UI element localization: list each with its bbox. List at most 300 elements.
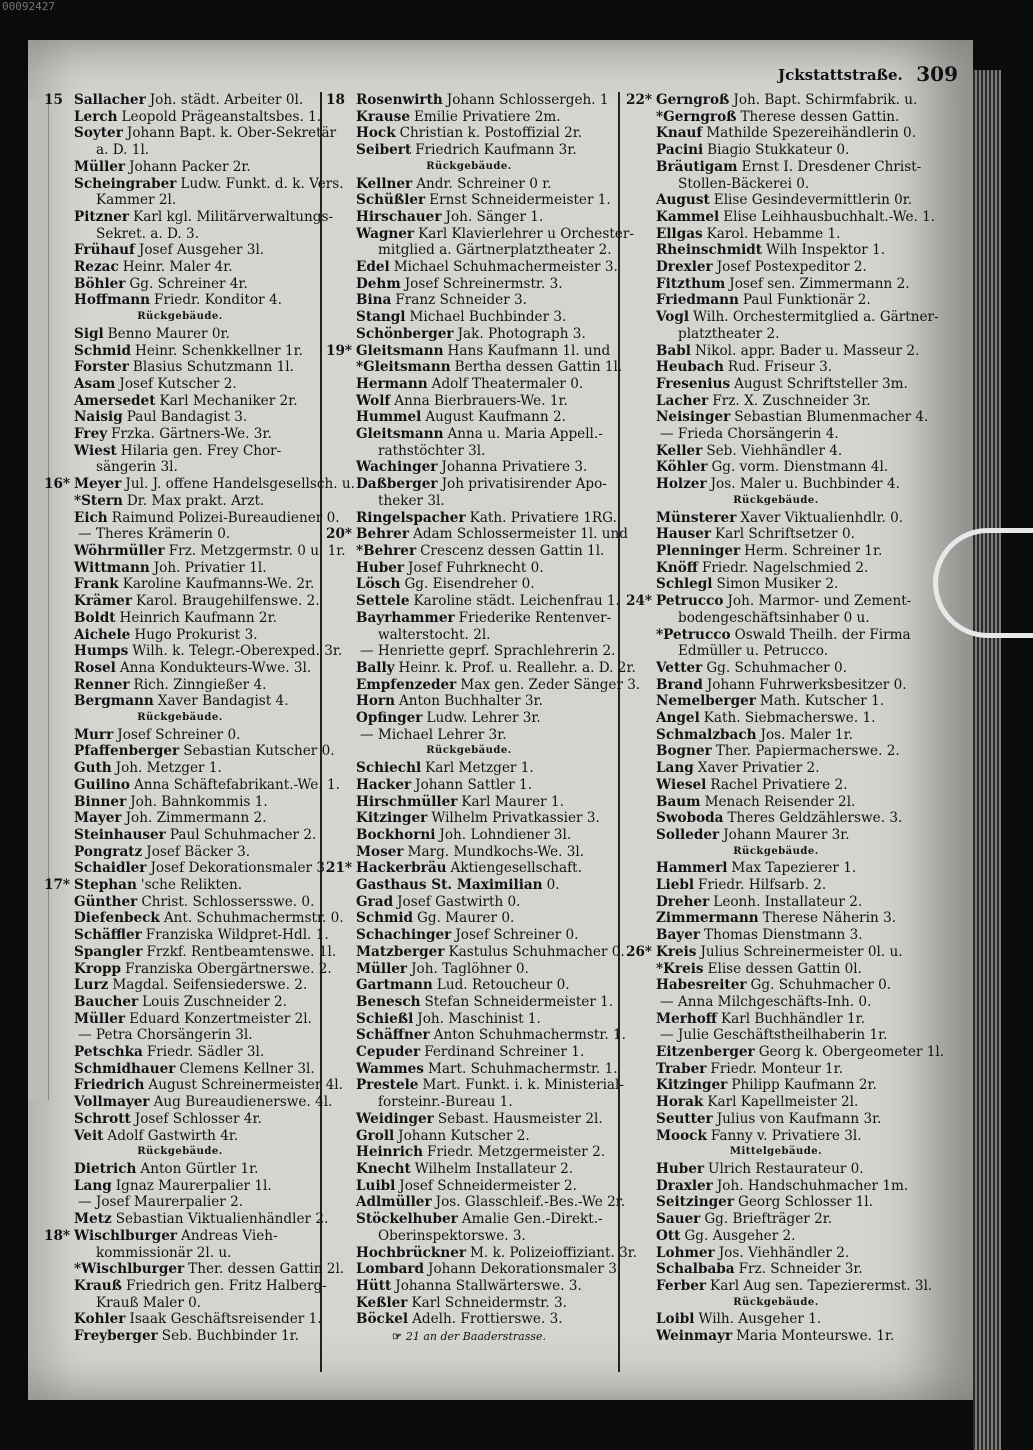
resident-name: Gleitsmann [356, 426, 444, 443]
house-number [326, 794, 356, 811]
resident-details: Rachel Privatiere 2. [710, 776, 848, 793]
house-number [326, 510, 356, 527]
resident-name: Dehm [356, 275, 401, 292]
resident-details: Frz. Schneider 3r. [738, 1261, 863, 1278]
directory-entry [44, 1011, 316, 1028]
house-number: 21* [326, 860, 353, 877]
house-number [626, 443, 656, 460]
resident-details: Johanna Stallwärterswe. 3. [395, 1277, 582, 1294]
resident-details: Xaver Viktualienhdlr. 0. [740, 509, 904, 526]
directory-entry [626, 727, 926, 744]
resident-name: Merhoff [656, 1010, 717, 1027]
directory-entry [44, 493, 316, 510]
resident-details: Hilaria gen. Frey Chor- [120, 442, 282, 459]
resident-name: Amersedet [74, 392, 156, 409]
column-divider [618, 92, 620, 1372]
house-number [44, 727, 74, 744]
house-number [326, 660, 356, 677]
house-number [326, 1178, 356, 1195]
directory-entry [44, 776, 340, 794]
resident-details: Karl Kapellmeister 2l. [707, 1094, 859, 1111]
resident-name: Boldt [74, 609, 116, 626]
house-number [326, 877, 356, 894]
house-number [326, 576, 356, 593]
directory-entry [44, 175, 344, 193]
house-number [44, 1261, 74, 1278]
house-number [326, 677, 356, 694]
house-number [626, 1278, 656, 1295]
house-number [44, 209, 74, 226]
resident-name: Müller [74, 158, 126, 175]
resident-name: Baucher [74, 993, 139, 1010]
column-divider [320, 92, 322, 1372]
house-number [626, 409, 656, 426]
resident-name: Swoboda [656, 810, 724, 827]
resident-name: Hackerbräu [356, 860, 447, 877]
directory-entry [326, 1011, 612, 1028]
resident-details: Wilh. Ausgeher 1. [698, 1311, 822, 1328]
house-number [44, 794, 74, 811]
resident-name: Friedmann [656, 292, 739, 309]
directory-entry [326, 676, 641, 694]
resident-details: Simon Musiker 2. [716, 576, 839, 593]
resident-details: Anna Schäftefabrikant.-We. 1. [133, 776, 340, 793]
resident-details: Gg. Maurer 0. [417, 910, 515, 927]
resident-details: Joh. Zimmermann 2. [125, 810, 267, 827]
directory-entry [44, 877, 316, 894]
resident-name: Lang [656, 760, 694, 777]
resident-name: Lösch [356, 576, 401, 593]
resident-name: Ellgas [656, 225, 703, 242]
resident-name: Frank [74, 576, 119, 593]
directory-entry [326, 693, 612, 710]
directory-entry [44, 827, 316, 844]
directory-entry [326, 943, 625, 961]
resident-details: Anton Gürtler 1r. [140, 1161, 259, 1177]
entry-continuation: theker 3l. [378, 492, 445, 509]
resident-details: Elise dessen Gattin 0l. [707, 960, 862, 977]
house-number [326, 927, 356, 944]
directory-entry [326, 810, 612, 827]
resident-name: Binner [74, 793, 127, 810]
directory-entry [626, 977, 926, 994]
resident-details: Jos. Glasschleif.-Bes.-We 2r. [435, 1194, 626, 1211]
house-number [326, 409, 356, 426]
resident-name: Empfenzeder [356, 676, 457, 693]
resident-name: Schaidler [74, 860, 147, 877]
house-number [326, 109, 356, 126]
directory-entry [44, 743, 335, 760]
resident-details: Karl Schneidermstr. 3. [411, 1294, 567, 1311]
resident-details: Joh. Bapt. Schirmfabrik. u. [733, 92, 918, 108]
resident-name: Böckel [356, 1311, 409, 1328]
resident-name: Settele [356, 593, 410, 610]
resident-details: Eduard Konzertmeister 2l. [129, 1010, 312, 1027]
resident-details: Bertha dessen Gattin 1l. [454, 359, 623, 376]
resident-details: Joh privatisirender Apo- [441, 476, 607, 493]
resident-details: Dr. Max prakt. Arzt. [126, 492, 265, 509]
house-number [626, 877, 656, 894]
resident-details: Ludw. Funkt. d. k. Vers. [180, 175, 344, 192]
directory-entry [44, 443, 316, 460]
resident-name: Lerch [74, 108, 118, 125]
directory-entry [326, 1244, 638, 1262]
house-number [626, 276, 656, 293]
directory-entry [44, 1111, 316, 1128]
resident-details: Joh. städt. Arbeiter 0l. [149, 92, 304, 108]
house-number [44, 276, 74, 293]
house-number [626, 1211, 656, 1228]
resident-details: Josef Gastwirth 0. [397, 893, 521, 910]
entry-continuation: Krauß Maler 0. [96, 1294, 202, 1311]
resident-details: Benno Maurer 0r. [107, 325, 230, 342]
directory-entry [626, 543, 926, 560]
resident-details: Christ. Schlossersswe. 0. [141, 893, 315, 910]
directory-entry [44, 1311, 322, 1328]
directory-entry [326, 827, 612, 844]
resident-name: Rosenwirth [356, 92, 443, 108]
directory-entry [626, 259, 926, 276]
house-number [44, 409, 74, 426]
resident-details: Karl kgl. Militärverwaltungs- [133, 208, 334, 225]
resident-name: Mayer [74, 810, 122, 827]
directory-entry [44, 393, 316, 410]
house-number [626, 142, 656, 159]
directory-entry [326, 109, 612, 126]
resident-details: Ludw. Lehrer 3r. [426, 710, 541, 727]
resident-details: Johann Packer 2r. [129, 158, 251, 175]
resident-details: — Frieda Chorsängerin 4. [660, 426, 839, 443]
resident-details: Karol. Hebamme 1. [706, 225, 841, 242]
resident-name: Kreis [656, 943, 697, 960]
directory-entry [44, 576, 316, 593]
house-number [44, 1194, 74, 1211]
house-number [326, 393, 356, 410]
resident-details: Josef Fuhrknecht 0. [408, 559, 544, 576]
resident-details: Ther. dessen Gattin 2l. [188, 1261, 345, 1278]
resident-details: Karl Metzger 1. [425, 760, 534, 777]
house-number [326, 1278, 356, 1295]
resident-details: Gg. Schuhmacher 0. [750, 977, 892, 994]
resident-details: Wilh Inspektor 1. [766, 242, 886, 259]
house-number [44, 1328, 74, 1345]
house-number [326, 142, 356, 159]
resident-name: Grad [356, 893, 394, 910]
resident-details: Heinr. k. Prof. u. Reallehr. a. D. 2r. [398, 659, 636, 676]
directory-entry [626, 994, 926, 1011]
house-number [626, 576, 656, 593]
resident-name: Adlmüller [356, 1194, 432, 1211]
directory-entry [626, 242, 926, 259]
resident-name: *Kreis [656, 960, 704, 977]
house-number [44, 343, 74, 360]
house-number [626, 660, 656, 677]
resident-name: Schießl [356, 1010, 414, 1027]
house-number [44, 560, 74, 577]
resident-details: Sebastian Blumenmacher 4. [734, 409, 929, 426]
resident-details: Joh. Marmor- und Zement- [727, 593, 912, 610]
house-number [626, 1094, 656, 1111]
directory-entry [326, 376, 612, 393]
directory-entry [626, 1311, 926, 1328]
resident-name: Brand [656, 676, 703, 693]
directory-entry [626, 1128, 926, 1145]
directory-entry [326, 393, 612, 410]
house-number [44, 1128, 74, 1145]
resident-name: Drexler [656, 259, 713, 276]
house-number [626, 309, 656, 326]
house-number [626, 259, 656, 276]
house-number [626, 1027, 656, 1044]
directory-entry [626, 192, 926, 209]
running-title: Jckstattstraße. [778, 66, 903, 84]
resident-details: Joh. Maschinist 1. [417, 1010, 541, 1027]
house-number [326, 610, 356, 627]
house-number [44, 860, 74, 877]
resident-details: — Henriette geprf. Sprachlehrerin 2. [360, 643, 616, 660]
directory-entry [626, 894, 926, 911]
resident-details: Frzkf. Rentbeamtenswe. 1l. [146, 943, 337, 960]
directory-entry [44, 476, 355, 493]
directory-entry [44, 643, 343, 660]
resident-name: Naisig [74, 409, 123, 426]
resident-details: Heinrich Kaufmann 2r. [119, 609, 277, 626]
resident-name: Dreher [656, 893, 710, 910]
resident-details: Therese dessen Gattin. [740, 108, 900, 125]
directory-entry [326, 1194, 626, 1211]
resident-details: Frz. Metzgermstr. 0 u. 1r. [168, 542, 346, 559]
house-number [626, 977, 656, 994]
resident-name: Keller [656, 442, 703, 459]
house-number [44, 810, 74, 827]
house-number [626, 359, 656, 376]
resident-name: Gerngroß [656, 92, 730, 108]
directory-entry [326, 760, 612, 777]
entry-continuation: rathstöchter 3l. [378, 442, 486, 459]
house-number [626, 1111, 656, 1128]
directory-entry [326, 961, 612, 978]
directory-column-3 [626, 92, 945, 1345]
house-number [326, 476, 356, 493]
entry-continuation: mitglied a. Gärtnerplatztheater 2. [378, 242, 612, 259]
house-number [44, 1044, 74, 1061]
directory-entry [626, 526, 926, 543]
resident-name: Heubach [656, 359, 724, 376]
resident-details: Sebast. Hausmeister 2l. [437, 1110, 603, 1127]
house-number [626, 459, 656, 476]
resident-name: Lohmer [656, 1244, 715, 1261]
resident-details: Georg k. Obergeometer 1l. [758, 1044, 945, 1061]
resident-details: Oswald Theilh. der Firma [734, 626, 911, 643]
resident-name: Pfaffenberger [74, 743, 180, 760]
resident-name: Seibert [356, 142, 412, 159]
resident-details: Ant. Schuhmachermstr. 0. [163, 910, 344, 927]
directory-entry [626, 1245, 926, 1262]
house-number [44, 426, 74, 443]
resident-name: Hoffmann [74, 292, 151, 309]
resident-details: Math. Kutscher 1. [759, 693, 885, 710]
building-section-heading: Rückgebäude. [733, 845, 819, 857]
resident-details: Josef Postexpeditor 2. [716, 259, 867, 276]
directory-entry [326, 276, 612, 293]
house-number: 15 [44, 92, 63, 108]
resident-name: Knauf [656, 125, 703, 142]
resident-details: Isaak Geschäftsreisender 1. [129, 1311, 322, 1328]
directory-entry [326, 543, 612, 560]
resident-name: Dietrich [74, 1161, 137, 1177]
house-number [626, 526, 656, 543]
house-number [44, 610, 74, 627]
resident-details: Jul. J. offene Handelsgesellsch. u. [125, 476, 355, 493]
entry-continuation: Stollen-Bäckerei 0. [678, 175, 810, 192]
resident-name: Kammel [656, 208, 720, 225]
directory-entry [326, 927, 612, 944]
resident-details: 'sche Relikten. [140, 877, 243, 894]
house-number [626, 1261, 656, 1278]
house-number [626, 777, 656, 794]
resident-details: Philipp Kaufmann 2r. [731, 1077, 877, 1094]
house-number: 16* [44, 476, 71, 493]
house-number [326, 944, 356, 961]
directory-entry [326, 860, 612, 877]
resident-name: Groll [356, 1127, 395, 1144]
resident-details: Amalie Gen.-Direkt.- [461, 1211, 603, 1228]
directory-entry [326, 476, 612, 493]
resident-name: Solleder [656, 826, 720, 843]
resident-details: Wilhelm Installateur 2. [414, 1161, 574, 1177]
house-number [44, 944, 74, 961]
resident-details: Theres Geldzählerswe. 3. [727, 810, 903, 827]
directory-entry [626, 208, 936, 226]
resident-details: Karl Mechaniker 2r. [159, 392, 298, 409]
house-number [326, 894, 356, 911]
resident-details: August Schreinermeister 4l. [148, 1077, 343, 1094]
resident-name: Spangler [74, 943, 143, 960]
resident-details: Lud. Retoucheur 0. [436, 977, 570, 994]
resident-details: Biagio Stukkateur 0. [707, 142, 850, 159]
house-number [44, 510, 74, 527]
directory-entry [44, 1061, 316, 1078]
directory-entry [326, 977, 612, 994]
house-number [326, 810, 356, 827]
directory-entry [44, 1128, 316, 1145]
directory-entry [626, 359, 926, 376]
directory-entry [626, 944, 926, 961]
house-number [44, 1077, 74, 1094]
directory-entry [326, 142, 612, 159]
resident-name: Eitzenberger [656, 1044, 755, 1061]
directory-entry [626, 693, 926, 710]
directory-entry [44, 977, 316, 994]
directory-entry [326, 710, 612, 727]
resident-details: Fanny v. Privatiere 3l. [710, 1127, 862, 1144]
house-number [44, 1211, 74, 1228]
resident-details: Heinr. Schenkkellner 1r. [135, 342, 303, 359]
house-number [626, 1077, 656, 1094]
directory-entry [44, 359, 316, 376]
resident-details: Ernst Schneidermeister 1. [429, 192, 611, 209]
resident-details: Seb. Viehhändler 4. [706, 442, 843, 459]
resident-name: Pongratz [74, 843, 143, 860]
house-number [626, 677, 656, 694]
house-number: 22* [626, 92, 653, 108]
directory-entry [44, 1228, 316, 1245]
directory-entry [326, 1311, 612, 1328]
house-number [626, 1061, 656, 1078]
directory-entry [44, 994, 316, 1011]
resident-name: Horn [356, 693, 395, 710]
directory-entry [326, 910, 612, 927]
resident-details: Gg. Briefträger 2r. [704, 1211, 833, 1228]
resident-details: Joh. Metzger 1. [115, 760, 222, 777]
resident-name: Hermann [356, 375, 428, 392]
directory-entry [44, 844, 316, 861]
directory-entry [44, 542, 346, 560]
resident-details: Emilie Privatiere 2m. [413, 108, 561, 125]
pointing-hand-icon: ☞ [391, 1330, 402, 1344]
resident-details: Adam Schlossermeister 1l. und [413, 526, 628, 543]
directory-entry [626, 743, 926, 760]
resident-name: August [656, 192, 710, 209]
resident-details: Paul Funktionär 2. [742, 292, 871, 309]
house-number [44, 743, 74, 760]
directory-entry [326, 409, 612, 426]
house-number [44, 292, 74, 309]
resident-name: Rosel [74, 659, 116, 676]
house-number [44, 1178, 74, 1195]
resident-name: Rheinschmidt [656, 242, 763, 259]
directory-entry [44, 1027, 316, 1044]
directory-entry [44, 760, 316, 777]
resident-name: Kitzinger [656, 1077, 728, 1094]
house-number: 24* [626, 593, 653, 610]
house-number [326, 693, 356, 710]
house-number [626, 894, 656, 911]
resident-name: Schrott [74, 1110, 131, 1127]
house-number [626, 226, 656, 243]
building-section-heading: Rückgebäude. [733, 494, 819, 506]
resident-details: Franziska Wildpret-Hdl. 1. [145, 927, 329, 944]
directory-entry [626, 627, 926, 644]
directory-entry [326, 1044, 612, 1061]
house-number [326, 710, 356, 727]
directory-entry [326, 259, 618, 276]
directory-entry [326, 1261, 622, 1278]
directory-entry [626, 1194, 926, 1211]
house-number [44, 176, 74, 193]
directory-entry [326, 877, 612, 894]
directory-entry [626, 810, 926, 827]
directory-entry [626, 777, 926, 794]
resident-details: Wilhelm Privatkassier 3. [431, 810, 600, 827]
resident-name: Schäffler [74, 927, 142, 944]
directory-entry [626, 1211, 926, 1228]
resident-name: Friedrich [74, 1077, 145, 1094]
directory-entry [44, 727, 316, 744]
directory-entry [626, 1228, 926, 1245]
resident-name: Schmidhauer [74, 1060, 176, 1077]
house-number [326, 1111, 356, 1128]
resident-details: Joh. Privatier 1l. [153, 559, 267, 576]
directory-entry [326, 777, 612, 794]
entry-continuation: Edmüller u. Petrucco. [678, 643, 829, 660]
directory-entry [44, 125, 337, 142]
directory-entry [44, 1161, 316, 1178]
resident-details: Adolf Theatermaler 0. [431, 375, 584, 392]
directory-entry [626, 510, 926, 527]
resident-name: Keßler [356, 1294, 408, 1311]
directory-entry [626, 292, 926, 309]
